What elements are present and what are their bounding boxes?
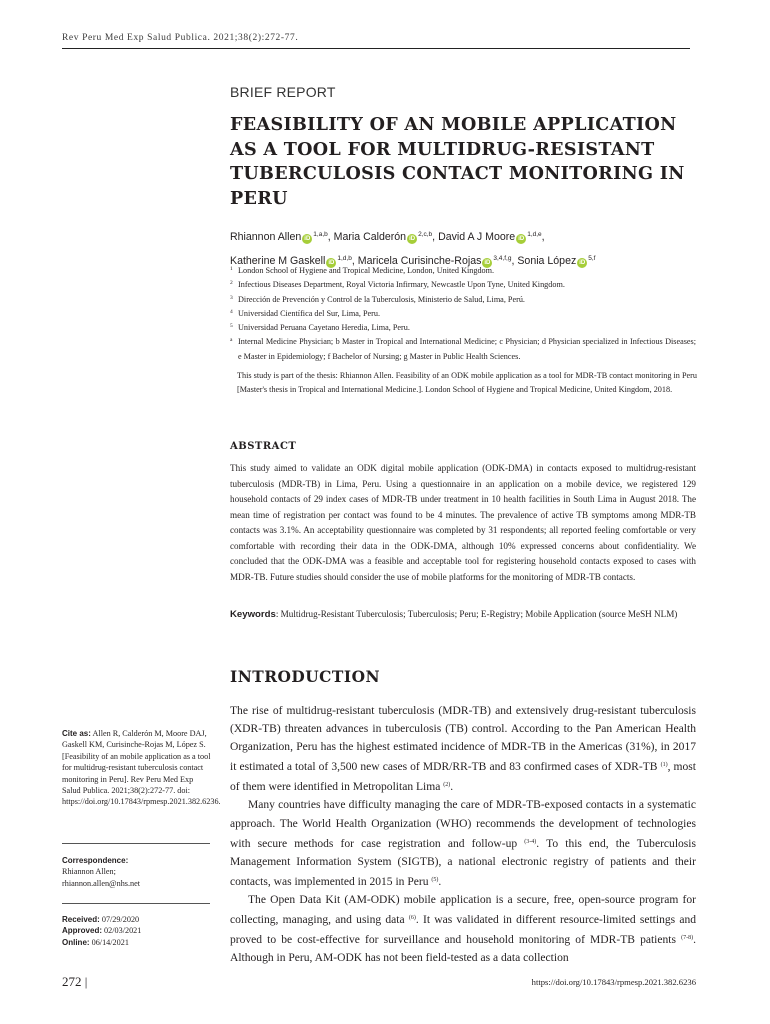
abstract-text: This study aimed to validate an ODK digital mobile application (ODK-DMA) in contacts exposed to multidrug-resistant tuberculosis (MDR-TB) in Lima, Peru. Using a questionnaire in an application on a mobile device, we registered 129 household contacts of 29 index cases of MDR-TB under treatment in 10 health facilities in South Lima in August 2018. The mean time of registration per contact was found to be 4 minutes. The prevalence of active TB symptoms among MDR-TB contacts was 3.1%. An acceptability questionnaire was completed by 31 respondents; all reported feeling comfortable or very comfortable with recording their data in the ODK-DMA, although 10% expressed concerns about confidentiality. We concluded that the ODK-DMA was a feasible and acceptable tool for registering household contacts exposed to cases with MDR-TB. Future studies should consider the use of mobile platforms for the monitoring of MDR-TB contacts. (230, 463, 696, 582)
author-name[interactable]: Rhiannon Allen (230, 231, 302, 243)
abstract-heading: ABSTRACT (230, 441, 297, 452)
author-separator: , (541, 231, 545, 243)
correspondence (62, 855, 212, 889)
title-line: PERU (230, 187, 288, 209)
sidebar-rule (62, 903, 210, 904)
affiliation-text: Universidad Peruana Cayetano Heredia, Lima, Peru. (238, 323, 410, 333)
date-value: 02/03/2021 (102, 926, 142, 936)
date-label: Approved: (62, 926, 102, 936)
affiliation-item (230, 321, 696, 335)
orcid-icon[interactable]: iD (409, 236, 416, 242)
paragraph-text: . Although in Peru, AM-ODK has not been field-tested as a data collection (230, 934, 696, 965)
paragraph-text: The rise of multidrug-resistant tuberculosis (MDR-TB) and extensively drug-resistant tuberculosis (XDR-TB) threaten advances in tuberculosis (TB) control. According to the Pan American Health Organization, Peru has the highest estimated incidence of MDR-TB in the Americas (31%), in 2017 it estimated a total of 3,500 new cases of MDR/RR-TB and 83 confirmed cases of XDR-TB (230, 705, 696, 774)
introduction-heading: INTRODUCTION (230, 668, 381, 686)
author-affiliation-marks: 1,a,b (313, 231, 328, 238)
sidebar-rule (62, 843, 210, 844)
correspondence-name: Rhiannon Allen; (62, 867, 116, 877)
paragraph-text: The Open Data Kit (AM-ODK) mobile application is a secure, free, open-source program for collecting, managing, and using data (230, 893, 696, 927)
affiliation-number: 2 (230, 280, 233, 287)
author-affiliation-marks: 5,f (588, 255, 596, 262)
thesis-note: This study is part of the thesis: Rhiannon Allen. Feasibility of an ODK mobile application as a tool for MDR-TB contact monitoring in Peru [Master's thesis in Tropical and International Medicine.]. London School of Hygiene and Tropical Medicine, United Kingdom, 2018. (237, 371, 697, 395)
author-separator: , (327, 231, 334, 243)
affiliations (230, 264, 696, 364)
date-received (62, 914, 212, 925)
cite-as-label: Cite as: (62, 729, 91, 738)
affiliation-number: 5 (230, 323, 233, 330)
affiliation-text: Universidad Científica del Sur, Lima, Peru. (238, 308, 381, 318)
author-affiliation-marks: 2,c,b (418, 231, 433, 238)
author-name[interactable]: Maricela Curisinche-Rojas (357, 255, 482, 267)
affiliation-number: a (230, 337, 233, 344)
orcid-icon[interactable]: iD (304, 236, 311, 242)
section-tag: BRIEF REPORT (230, 84, 336, 100)
author-affiliation-marks: 3,4,f,g (493, 255, 512, 262)
author-separator: , (432, 231, 439, 243)
citation-ref[interactable]: (2) (443, 782, 451, 789)
title-line: AS A TOOL FOR MULTIDRUG-RESISTANT (230, 138, 655, 160)
keywords-label: Keywords (230, 609, 276, 620)
author-name[interactable]: Katherine M Gaskell (230, 255, 326, 267)
affiliation-item (230, 264, 696, 278)
author-affiliation-marks: 1,d,e (527, 231, 542, 238)
author-name[interactable]: Maria Calderón (333, 231, 407, 243)
citation-ref[interactable]: (1) (660, 762, 668, 769)
date-online (62, 937, 212, 948)
correspondence-email[interactable]: rhiannon.allen@nhs.net (62, 878, 141, 888)
cite-as-box (62, 728, 221, 808)
orcid-icon[interactable]: iD (518, 236, 525, 242)
affiliation-text: Infectious Diseases Department, Royal Victoria Infirmary, Newcastle Upon Tyne, United Kingdom. (238, 280, 565, 290)
correspondence-label: Correspondence: (62, 856, 129, 865)
paragraph-text: Many countries have difficulty managing the care of MDR-TB-exposed contacts in a systematic approach. The World Health Organization (WHO) recommends the development of technologies with secure methods for case registration and follow-up (230, 799, 696, 850)
affiliation-number: 3 (230, 294, 233, 301)
citation-ref[interactable]: (3-4) (524, 838, 537, 845)
article-dates (62, 914, 212, 948)
citation-ref[interactable]: (6) (408, 915, 416, 922)
affiliation-item (230, 307, 696, 321)
orcid-icon[interactable]: iD (484, 260, 491, 266)
header-rule (62, 48, 690, 49)
orcid-icon[interactable]: iD (579, 260, 586, 266)
paragraph-text: . (438, 875, 442, 888)
author-affiliation-marks: 1,d,b (337, 255, 352, 262)
intro-paragraph (230, 891, 696, 967)
paragraph-text: . (450, 781, 454, 794)
affiliation-text: London School of Hygiene and Tropical Medicine, London, United Kingdom. (238, 266, 495, 275)
affiliation-number: 4 (230, 308, 233, 315)
date-value: 07/29/2020 (99, 915, 140, 924)
paragraph-text: , most of them were identified in Metropolitan Lima (230, 761, 697, 794)
date-approved (62, 925, 212, 936)
author-name[interactable]: Sonia López (517, 255, 577, 267)
intro-paragraph (230, 796, 696, 890)
paragraph-text: . To this end, the Tuberculosis Management Information System (SIGTB), a national electronic registry of patients and their contacts, was implemented in 2015 in Peru (230, 837, 697, 888)
cite-as-text: Allen R, Calderón M, Moore DAJ, Gaskell KM, Curisinche-Rojas M, López S. [Feasibility of an mobile application as a tool for multidrug-resistant tuberculosis contact monitoring in Peru]. Rev Peru Med Exp Salud Publica. 2021;38(2):272-77. doi: https://doi.org/10.17843/rpmesp.2021.382.6236. (62, 729, 221, 807)
affiliation-item (230, 335, 696, 364)
date-label: Online: (62, 937, 90, 947)
author-separator: , (351, 255, 358, 267)
keywords (230, 607, 696, 623)
affiliation-number: 1 (230, 266, 233, 272)
citation-ref[interactable]: (5) (431, 876, 439, 883)
affiliation-item (230, 293, 696, 307)
author-separator: , (511, 255, 518, 267)
footer-doi-link[interactable]: https://doi.org/10.17843/rpmesp.2021.382.6236 (531, 977, 696, 987)
author-name[interactable]: David A J Moore (438, 231, 516, 243)
title-line: FEASIBILITY OF AN MOBILE APPLICATION (230, 114, 677, 135)
affiliation-text: Internal Medicine Physician; b Master in Tropical and International Medicine; c Physician; d Physician specialized in Infectious Diseases; e Master in Epidemiology; f Bachelor of Nursing; g Master in Public Health Sciences. (238, 337, 696, 361)
affiliation-item (230, 278, 696, 292)
introduction-body (230, 702, 696, 967)
page-number: 272 | (62, 974, 88, 989)
running-head: Rev Peru Med Exp Salud Publica. 2021;38(2):272-77. (62, 33, 299, 43)
date-label: Received: (62, 915, 100, 924)
keywords-text: : Multidrug-Resistant Tuberculosis; Tuberculosis; Peru; E-Registry; Mobile Application (source MeSH NLM) (275, 609, 678, 619)
affiliation-text: Dirección de Prevención y Control de la Tuberculosis, Ministerio de Salud, Lima, Perú. (238, 294, 525, 304)
paragraph-text: . It was validated in different resource-limited settings and proved to be cost-effective for surveillance and household monitoring of MDR-TB patients (230, 914, 696, 947)
intro-paragraph (230, 702, 696, 796)
date-value: 06/14/2021 (89, 937, 129, 947)
citation-ref[interactable]: (7-8) (681, 935, 694, 942)
title-line: TUBERCULOSIS CONTACT MONITORING IN (230, 163, 685, 184)
article-title (230, 113, 700, 211)
orcid-icon[interactable]: iD (328, 260, 335, 266)
